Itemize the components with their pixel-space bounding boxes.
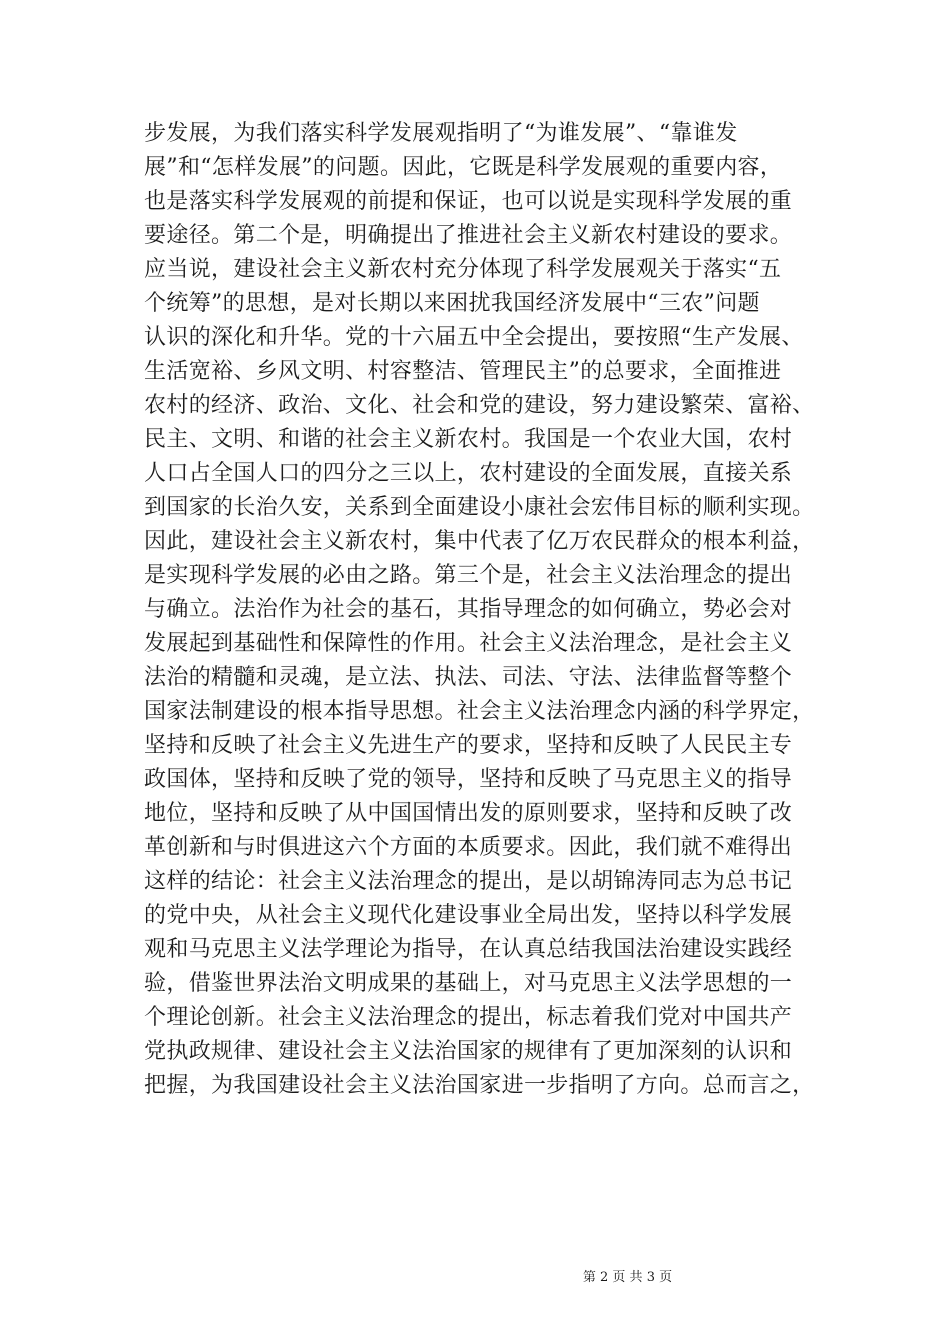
text-line: 与确立。法治作为社会的基石，其指导理念的如何确立，势必会对 bbox=[144, 597, 793, 622]
text-line: 应当说，建设社会主义新农村充分体现了科学发展观关于落实“五 bbox=[144, 257, 782, 282]
text-line: 认识的深化和升华。党的十六届五中全会提出，要按照“生产发展、 bbox=[144, 325, 804, 350]
text-line: 因此，建设社会主义新农村，集中代表了亿万农民群众的根本利益， bbox=[144, 529, 815, 554]
text-line: 验，借鉴世界法治文明成果的基础上，对马克思主义法学思想的一 bbox=[144, 971, 793, 996]
text-line: 党执政规律、建设社会主义法治国家的规律有了更加深刻的认识和 bbox=[144, 1039, 793, 1064]
text-line: 政国体，坚持和反映了党的领导，坚持和反映了马克思主义的指导 bbox=[144, 767, 793, 792]
text-line: 把握，为我国建设社会主义法治国家进一步指明了方向。总而言之， bbox=[144, 1073, 815, 1098]
text-line: 这样的结论：社会主义法治理念的提出，是以胡锦涛同志为总书记 bbox=[144, 869, 793, 894]
text-line: 也是落实科学发展观的前提和保证，也可以说是实现科学发展的重 bbox=[144, 189, 793, 214]
text-line: 步发展，为我们落实科学发展观指明了“为谁发展”、“靠谁发 bbox=[144, 121, 738, 146]
text-line: 法治的精髓和灵魂，是立法、执法、司法、守法、法律监督等整个 bbox=[144, 665, 793, 690]
text-line: 人口占全国人口的四分之三以上，农村建设的全面发展，直接关系 bbox=[144, 461, 793, 486]
text-line: 观和马克思主义法学理论为指导，在认真总结我国法治建设实践经 bbox=[144, 937, 793, 962]
text-line: 展”和“怎样发展”的问题。因此，它既是科学发展观的重要内容， bbox=[144, 155, 783, 180]
page-footer: 第 2 页 共 3 页 bbox=[582, 1270, 673, 1285]
text-line: 国家法制建设的根本指导思想。社会主义法治理念内涵的科学界定， bbox=[144, 699, 815, 724]
text-line: 坚持和反映了社会主义先进生产的要求，坚持和反映了人民民主专 bbox=[144, 733, 793, 758]
body-text bbox=[144, 117, 824, 1103]
text-line: 个理论创新。社会主义法治理念的提出，标志着我们党对中国共产 bbox=[144, 1005, 793, 1030]
text-line: 农村的经济、政治、文化、社会和党的建设，努力建设繁荣、富裕、 bbox=[144, 393, 815, 418]
text-line: 生活宽裕、乡风文明、村容整洁、管理民主”的总要求，全面推进 bbox=[144, 359, 782, 384]
text-line: 要途径。第二个是，明确提出了推进社会主义新农村建设的要求。 bbox=[144, 223, 793, 248]
text-line: 个统筹”的思想，是对长期以来困扰我国经济发展中“三农”问题 bbox=[144, 291, 760, 316]
text-line: 到国家的长治久安，关系到全面建设小康社会宏伟目标的顺利实现。 bbox=[144, 495, 815, 520]
text-line: 发展起到基础性和保障性的作用。社会主义法治理念，是社会主义 bbox=[144, 631, 793, 656]
text-line: 的党中央，从社会主义现代化建设事业全局出发，坚持以科学发展 bbox=[144, 903, 793, 928]
text-line: 是实现科学发展的必由之路。第三个是，社会主义法治理念的提出 bbox=[144, 563, 793, 588]
text-line: 地位，坚持和反映了从中国国情出发的原则要求，坚持和反映了改 bbox=[144, 801, 793, 826]
text-line: 革创新和与时俱进这六个方面的本质要求。因此，我们就不难得出 bbox=[144, 835, 793, 860]
text-line: 民主、文明、和谐的社会主义新农村。我国是一个农业大国，农村 bbox=[144, 427, 793, 452]
